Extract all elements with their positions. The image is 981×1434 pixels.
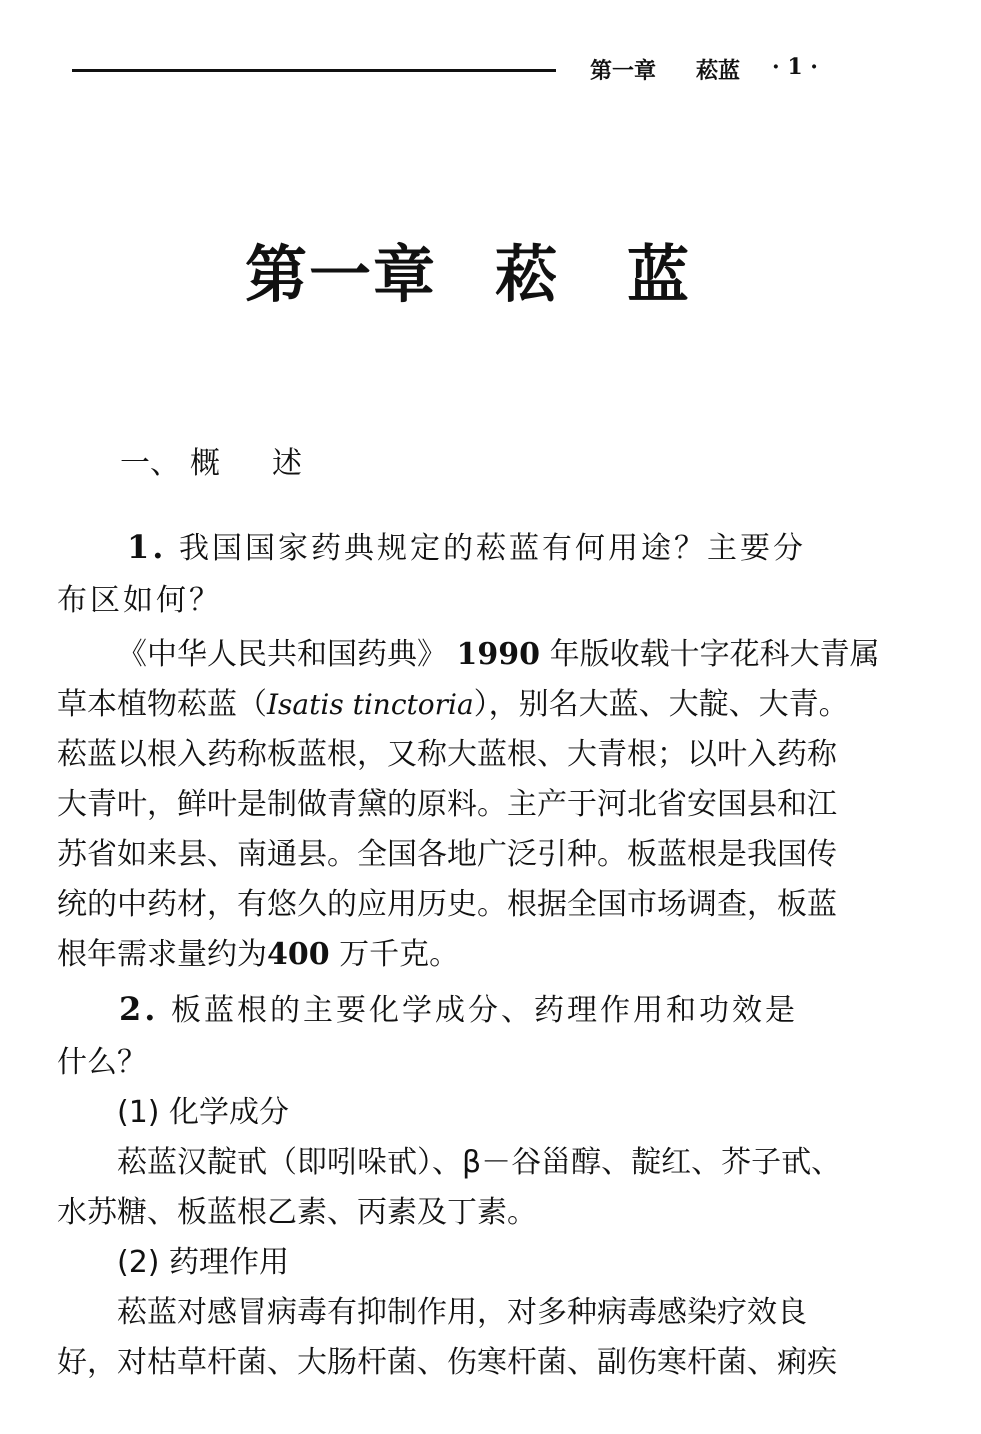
year: 1990 [456,637,541,672]
header-rule [72,69,556,72]
section-title: 概述 [190,446,354,481]
section-heading [120,438,354,482]
paragraph-text: ），别名大蓝、大靛、大青。 [473,687,849,722]
paragraph-text: 万千克。 [339,937,460,972]
amount: 400 [267,937,330,972]
paragraph-1-line-5: 苏省如来县、南通县。全国各地广泛引种。板蓝根是我国传 [57,837,837,872]
question-2-line-1 [57,986,883,1034]
paragraph-1-line-3: 菘蓝以根入药称板蓝根，又称大蓝根、大青根；以叶入药称 [57,737,837,772]
book-title: 《中华人民共和国药典》 [117,637,447,672]
chemical-line-1: 菘蓝汉靛甙（即吲哚甙）、β－谷甾醇、靛红、芥子甙、 [117,1145,842,1180]
paragraph-text: 草本植物菘蓝（ [57,687,267,722]
question-1-text: 我国国家药典规定的菘蓝有何用途？主要分 [178,531,806,566]
paragraph-text: 根年需求量约为 [57,937,267,972]
section-number: 一、 [120,446,180,481]
question-2-line-2: 什么？ [57,1045,147,1080]
chapter-label: 第一章 [245,238,438,311]
page-number: · 1 · [772,54,818,80]
question-1-number: 1. [127,528,167,566]
paragraph-1-line-4: 大青叶，鲜叶是制做青黛的原料。主产于河北省安国县和江 [57,787,837,822]
question-2-number: 2. [119,990,159,1028]
subheading-chemical-composition: (1) 化学成分 [117,1095,290,1130]
running-head-title: 菘蓝 [696,58,741,84]
question-1-line-2: 布区如何？ [57,583,222,618]
chapter-heading [245,225,759,314]
paragraph-text: 年版收载十字花科大青属 [549,637,880,672]
question-1-line-1 [57,524,883,572]
chapter-title: 菘蓝 [495,238,760,311]
running-head [72,52,872,92]
question-2-text: 板蓝根的主要化学成分、药理作用和功效是 [170,993,798,1028]
latin-name: Isatis tinctoria [267,688,474,721]
pharmacology-line-2: 好，对枯草杆菌、大肠杆菌、伤寒杆菌、副伤寒杆菌、痢疾 [57,1345,837,1380]
paragraph-1-line-1 [57,632,883,678]
running-head-chapter: 第一章 [590,58,657,84]
subheading-pharmacology: (2) 药理作用 [117,1245,290,1280]
paragraph-1-line-2 [57,682,883,728]
paragraph-1-line-6: 统的中药材，有悠久的应用历史。根据全国市场调查，板蓝 [57,887,837,922]
paragraph-1-line-7 [57,932,883,978]
pharmacology-line-1: 菘蓝对感冒病毒有抑制作用，对多种病毒感染疗效良 [117,1295,807,1330]
chemical-line-2: 水苏糖、板蓝根乙素、丙素及丁素。 [57,1195,537,1230]
